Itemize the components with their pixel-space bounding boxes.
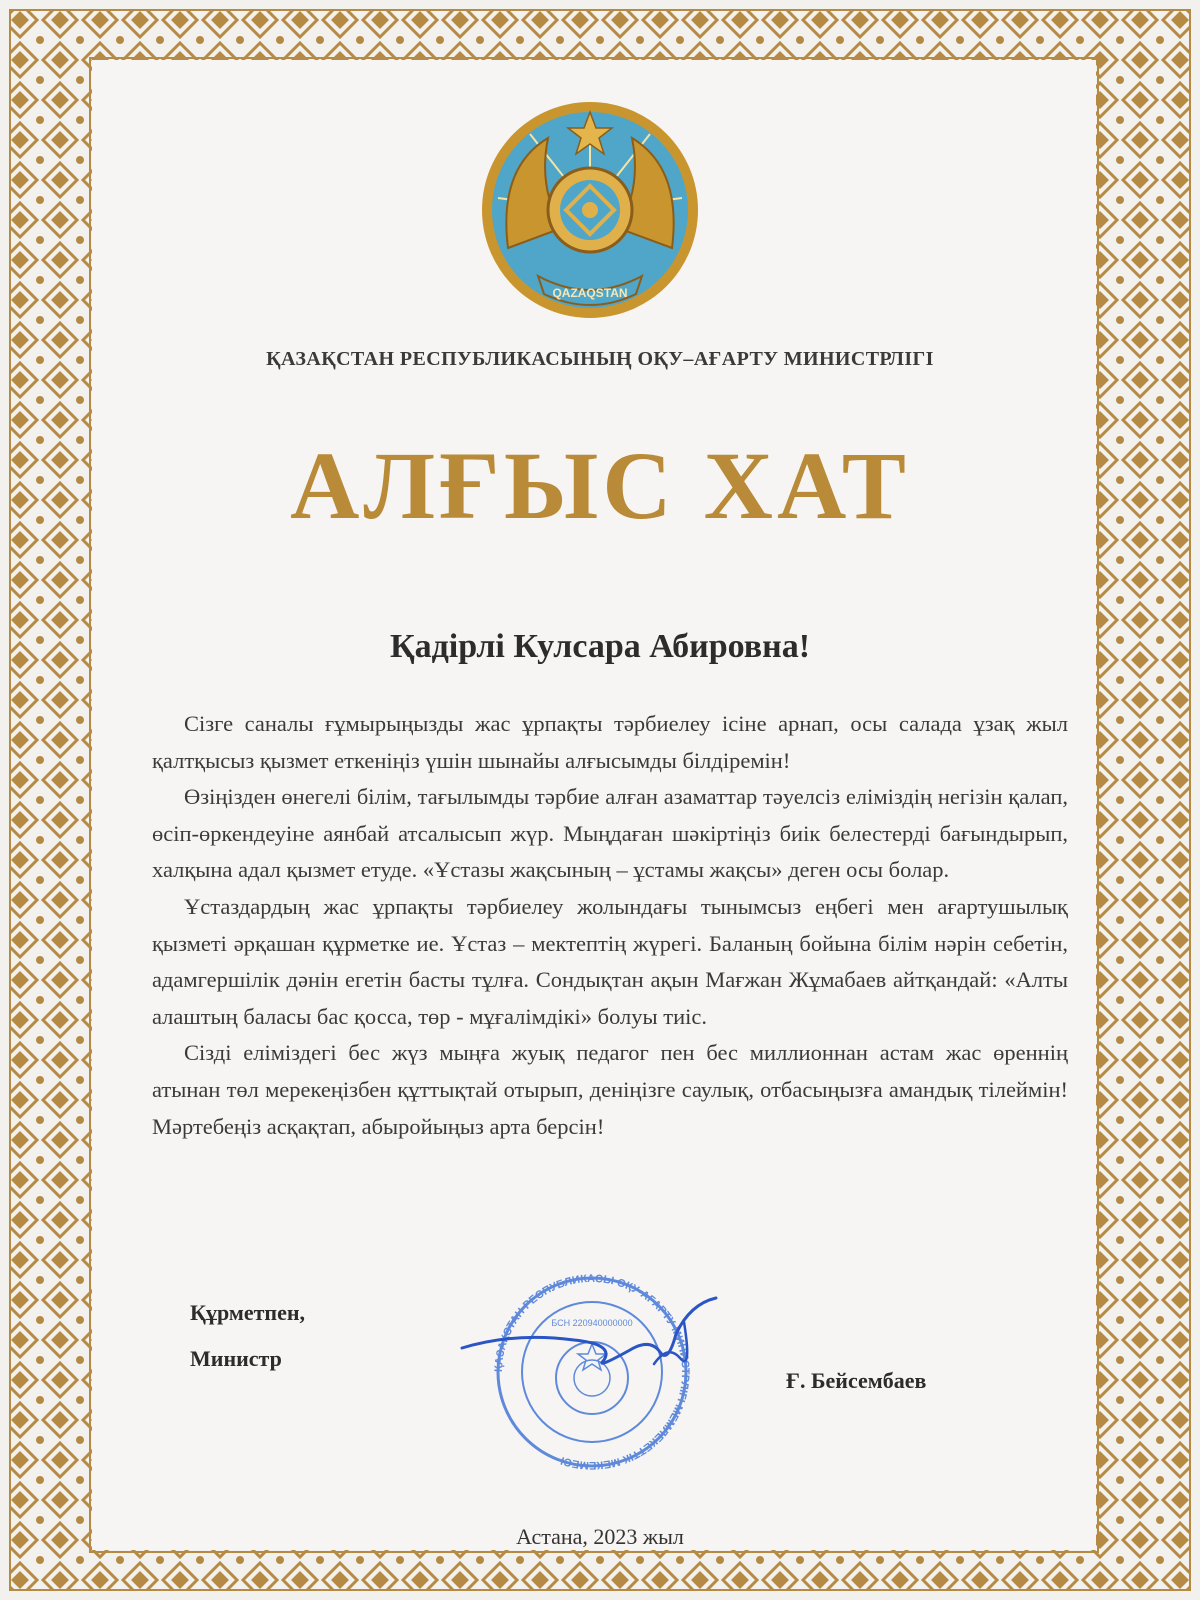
body-paragraph: Сізге саналы ғұмырыңызды жас ұрпақты тәрбиелеу ісіне арнап, осы салада ұзақ жыл қалтқысыз қызмет еткеніңіз үшін шынайы алғысымды білдіремін! — [152, 711, 1068, 773]
signatory-name: Ғ. Бейсембаев — [786, 1368, 927, 1393]
document-title: АЛҒЫС ХАТ — [290, 432, 910, 539]
greeting-line: Қадірлі Кулсара Абировна! — [389, 628, 811, 665]
closing-phrase: Құрметпен, — [190, 1300, 306, 1325]
stamp-ring-text: ҚАЗАҚСТАН РЕСПУБЛИКАСЫ ОҚУ-АҒАРТУ МИНИСТРЛІГІ МЕМЛЕКЕТТІК МЕКЕМЕСІ — [492, 1274, 692, 1470]
official-stamp-icon — [454, 1274, 730, 1470]
body-paragraph: Өзіңізден өнегелі білім, тағылымды тәрбие алған азаматтар тәуелсіз еліміздің негізін қалап, өсіп-өркендеуіне аянбай атсалысып жүр. Мыңдаған шәкіртіңіз биік белестерді бағындырып, халқына адал қызмет етуде. «Ұстазы жақсының – ұстамы жақсы» деген осы болар. — [152, 784, 1068, 883]
letter-body — [152, 706, 1068, 1145]
state-emblem-icon — [478, 98, 702, 322]
ministry-name: ҚАЗАҚСТАН РЕСПУБЛИКАСЫНЫҢ ОҚУ–АҒАРТУ МИНИСТРЛІГІ — [266, 348, 934, 370]
body-paragraph: Сізді еліміздегі бес жүз мыңға жуық педагог пен бес миллионнан астам жас өреннің атынан төл мерекеңізбен құттықтай отырып, деніңізге саулық, отбасыңызға амандық тілеймін! Мәртебеңіз асқақтап, абыройыңыз арта берсін! — [152, 1040, 1068, 1139]
signer-position: Министр — [190, 1346, 282, 1371]
emblem-banner-text: QAZAQSTAN — [552, 286, 628, 300]
stamp-inner-text: БСН 220940000000 — [551, 1318, 633, 1328]
place-and-date: Астана, 2023 жыл — [516, 1524, 684, 1549]
signature-block — [190, 1290, 305, 1382]
body-paragraph: Ұстаздардың жас ұрпақты тәрбиелеу жолындағы тынымсыз еңбегі мен ағартушылық қызметі әрқашан құрметке ие. Ұстаз – мектептің жүрегі. Баланың бойына білім нәрін себетін, адамгершілік дәнін егетін басты тұлға. Сондықтан ақын Мағжан Жұмабаев айтқандай: «Алты алаштың баласы бас қосса, төр - мұғалімдікі» болуы тиіс. — [152, 893, 1068, 1029]
